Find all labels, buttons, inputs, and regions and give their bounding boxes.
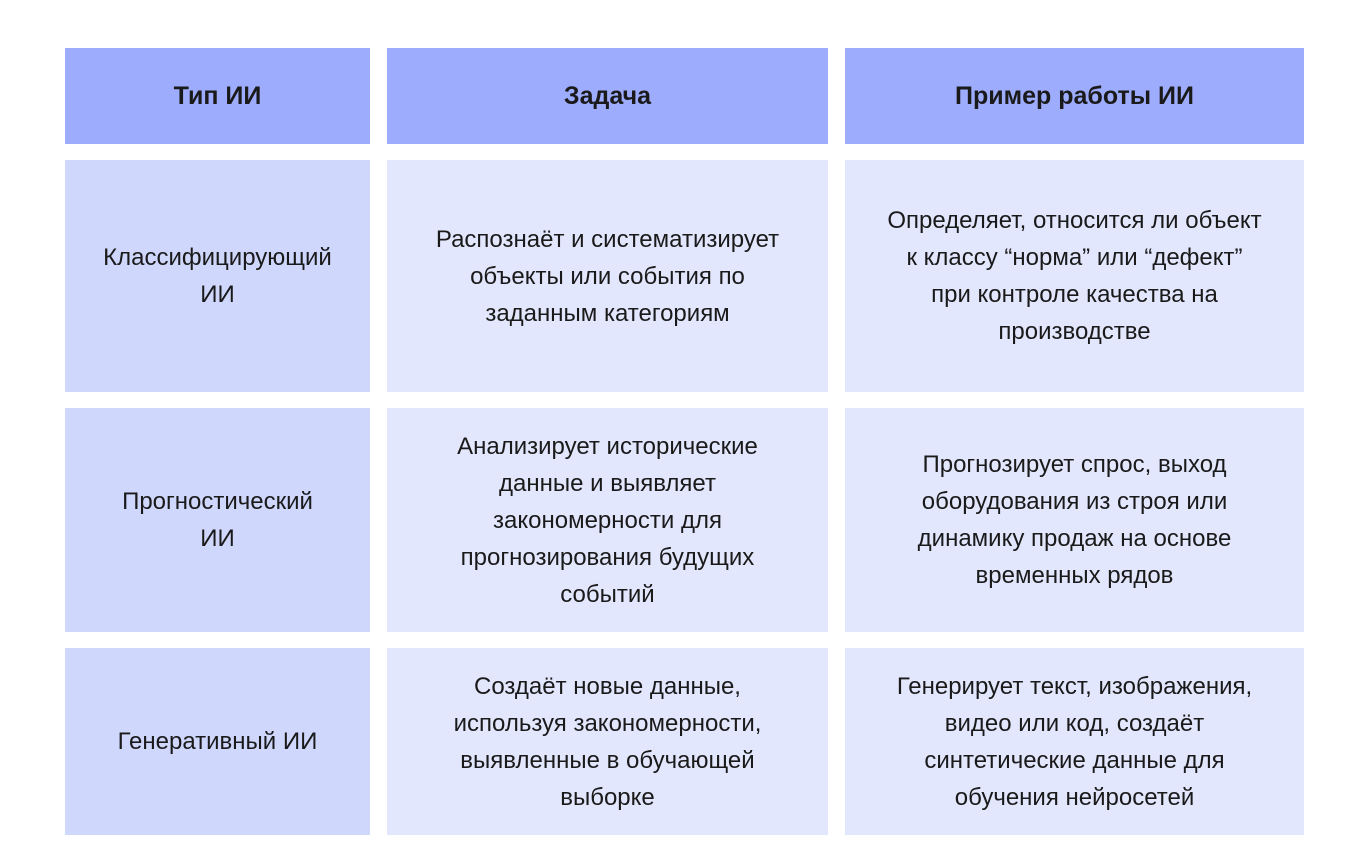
row-predictive-task: Анализирует исторические данные и выявляет закономерности для прогнозирования будущих событий	[387, 408, 828, 632]
row-predictive-example: Прогнозирует спрос, выход оборудования из строя или динамику продаж на основе временных рядов	[845, 408, 1304, 632]
row-predictive-type: Прогностический ИИ	[65, 408, 370, 632]
header-example: Пример работы ИИ	[845, 48, 1304, 144]
row-generative-task: Создаёт новые данные, используя закономерности, выявленные в обучающей выборке	[387, 648, 828, 835]
row-classifying-type: Классифицирующий ИИ	[65, 160, 370, 392]
row-generative-type: Генеративный ИИ	[65, 648, 370, 835]
row-classifying-task: Распознаёт и систематизирует объекты или события по заданным категориям	[387, 160, 828, 392]
header-type: Тип ИИ	[65, 48, 370, 144]
header-task: Задача	[387, 48, 828, 144]
row-generative-example: Генерирует текст, изображения, видео или код, создаёт синтетические данные для обучения нейросетей	[845, 648, 1304, 835]
row-classifying-example: Определяет, относится ли объект к классу “норма” или “дефект” при контроле качества на производстве	[845, 160, 1304, 392]
